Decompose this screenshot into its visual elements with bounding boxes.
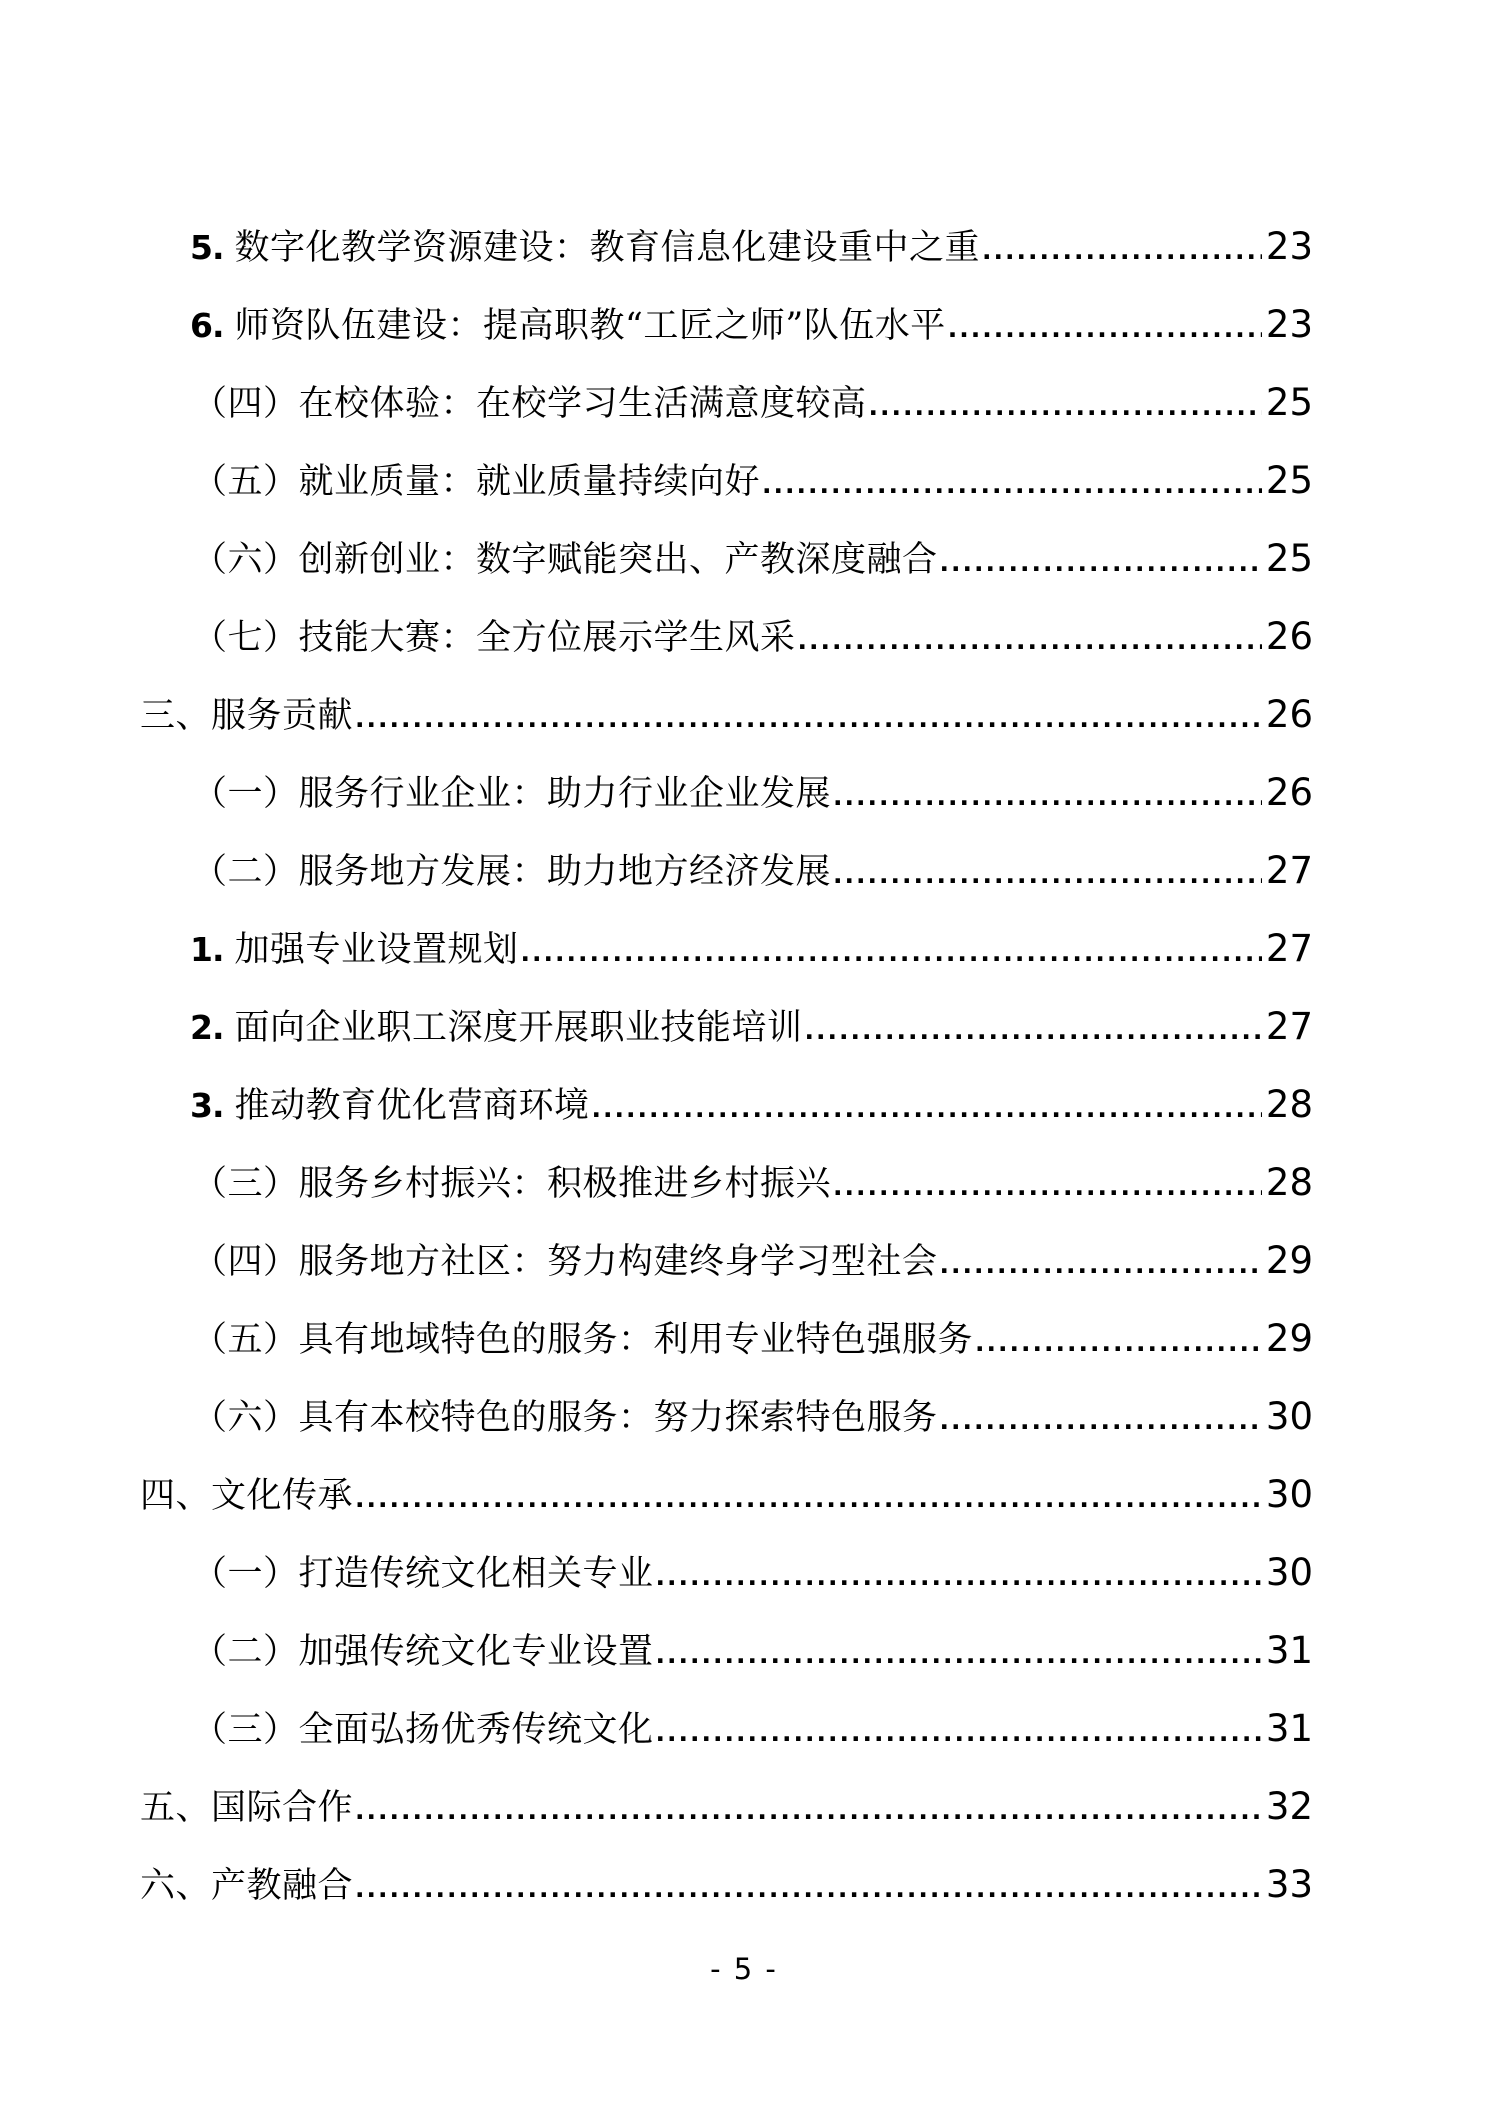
toc-dot-leader <box>833 1148 1262 1226</box>
toc-entry-label: （六）具有本校特色的服务：努力探索特色服务 <box>192 1398 938 1438</box>
toc-entry-page: 27 <box>1265 1005 1313 1048</box>
toc-entry[interactable] <box>140 1144 1313 1222</box>
toc-entry-label: 加强专业设置规划 <box>234 930 519 970</box>
page-number-label: - 5 - <box>710 1952 778 1986</box>
toc-entry-page: 30 <box>1265 1551 1313 1594</box>
toc-entry-page: 28 <box>1265 1161 1313 1204</box>
toc-entry-page: 25 <box>1265 381 1313 424</box>
toc-dot-leader <box>355 680 1262 758</box>
toc-entry[interactable] <box>140 1222 1313 1300</box>
toc-entry[interactable] <box>140 1456 1313 1534</box>
toc-entry-page: 29 <box>1265 1239 1313 1282</box>
toc-entry-page: 26 <box>1265 693 1313 736</box>
toc-dot-leader <box>948 290 1262 368</box>
toc-entry-page: 31 <box>1265 1707 1313 1750</box>
toc-entry-label: 数字化教学资源建设：教育信息化建设重中之重 <box>234 228 981 268</box>
toc-entry-page: 25 <box>1265 459 1313 502</box>
toc-entry-label: （四）在校体验：在校学习生活满意度较高 <box>192 384 867 424</box>
toc-entry-page: 23 <box>1265 225 1313 268</box>
toc-dot-leader <box>355 1460 1262 1538</box>
toc-entry[interactable] <box>140 1768 1313 1846</box>
toc-entry[interactable] <box>140 520 1313 598</box>
toc-dot-leader <box>355 1850 1262 1928</box>
toc-entry-page: 27 <box>1265 849 1313 892</box>
toc-dot-leader <box>762 446 1262 524</box>
toc-entry[interactable] <box>140 208 1313 286</box>
toc-entry-page: 30 <box>1265 1395 1313 1438</box>
toc-dot-leader <box>355 1772 1262 1850</box>
toc-entry-number: 2. <box>190 1008 224 1047</box>
toc-entry-label: （一）服务行业企业：助力行业企业发展 <box>192 774 832 814</box>
toc-entry[interactable] <box>140 676 1313 754</box>
toc-dot-leader <box>833 758 1262 836</box>
toc-entry-page: 30 <box>1265 1473 1313 1516</box>
toc-entry-page: 25 <box>1265 537 1313 580</box>
toc-entry[interactable] <box>140 1066 1313 1144</box>
toc-entry-page: 23 <box>1265 303 1313 346</box>
toc-entry-number: 1. <box>190 930 224 969</box>
toc-entry-label: 三、服务贡献 <box>140 696 354 736</box>
toc-entry-page: 31 <box>1265 1629 1313 1672</box>
toc-dot-leader <box>833 836 1262 914</box>
toc-entry-page: 28 <box>1265 1083 1313 1126</box>
toc-entry-page: 29 <box>1265 1317 1313 1360</box>
toc-entry-label: （六）创新创业：数字赋能突出、产教深度融合 <box>192 540 938 580</box>
toc-entry-label: 五、国际合作 <box>140 1788 354 1828</box>
toc-dot-leader <box>940 524 1262 602</box>
toc-entry[interactable] <box>140 832 1313 910</box>
toc-entry[interactable] <box>140 598 1313 676</box>
toc-dot-leader <box>798 602 1262 680</box>
toc-dot-leader <box>982 212 1262 290</box>
toc-entry[interactable] <box>140 910 1313 988</box>
toc-entry-label: 推动教育优化营商环境 <box>234 1086 590 1126</box>
toc-dot-leader <box>940 1382 1262 1460</box>
toc-entry[interactable] <box>140 1612 1313 1690</box>
toc-entry-number: 3. <box>190 1086 224 1125</box>
toc-entry-number: 6. <box>190 306 224 345</box>
toc-dot-leader <box>940 1226 1262 1304</box>
toc-entry-label: 四、文化传承 <box>140 1476 354 1516</box>
toc-entry-page: 26 <box>1265 615 1313 658</box>
toc-entry-label: 面向企业职工深度开展职业技能培训 <box>234 1008 803 1048</box>
toc-entry[interactable] <box>140 286 1313 364</box>
toc-entry-label: 六、产教融合 <box>140 1866 354 1906</box>
toc-entry-page: 26 <box>1265 771 1313 814</box>
toc-dot-leader <box>975 1304 1262 1382</box>
toc-entry-label: （一）打造传统文化相关专业 <box>192 1554 654 1594</box>
toc-entry-label: （四）服务地方社区：努力构建终身学习型社会 <box>192 1242 938 1282</box>
toc-entry[interactable] <box>140 1300 1313 1378</box>
toc-entry[interactable] <box>140 442 1313 520</box>
toc-entry[interactable] <box>140 1846 1313 1924</box>
toc-dot-leader <box>805 992 1262 1070</box>
table-of-contents <box>140 208 1313 1924</box>
toc-entry-label: （三）服务乡村振兴：积极推进乡村振兴 <box>192 1164 832 1204</box>
toc-entry[interactable] <box>140 988 1313 1066</box>
toc-entry-page: 27 <box>1265 927 1313 970</box>
toc-entry-page: 32 <box>1265 1785 1313 1828</box>
toc-entry-label: 师资队伍建设：提高职教“工匠之师”队伍水平 <box>234 306 946 346</box>
page-footer <box>0 1952 1488 1986</box>
toc-dot-leader <box>656 1694 1262 1772</box>
toc-dot-leader <box>521 914 1262 992</box>
toc-entry-page: 33 <box>1265 1863 1313 1906</box>
toc-entry-label: （七）技能大赛：全方位展示学生风采 <box>192 618 796 658</box>
toc-entry[interactable] <box>140 754 1313 832</box>
toc-entry[interactable] <box>140 1690 1313 1768</box>
toc-dot-leader <box>592 1070 1262 1148</box>
toc-entry-number: 5. <box>190 228 224 267</box>
toc-dot-leader <box>656 1616 1262 1694</box>
toc-dot-leader <box>869 368 1262 446</box>
toc-entry[interactable] <box>140 1534 1313 1612</box>
toc-entry[interactable] <box>140 364 1313 442</box>
toc-entry-label: （二）服务地方发展：助力地方经济发展 <box>192 852 832 892</box>
toc-entry-label: （三）全面弘扬优秀传统文化 <box>192 1710 654 1750</box>
toc-entry-label: （五）具有地域特色的服务：利用专业特色强服务 <box>192 1320 974 1360</box>
toc-dot-leader <box>656 1538 1262 1616</box>
toc-entry-label: （二）加强传统文化专业设置 <box>192 1632 654 1672</box>
toc-entry-label: （五）就业质量：就业质量持续向好 <box>192 462 761 502</box>
toc-entry[interactable] <box>140 1378 1313 1456</box>
